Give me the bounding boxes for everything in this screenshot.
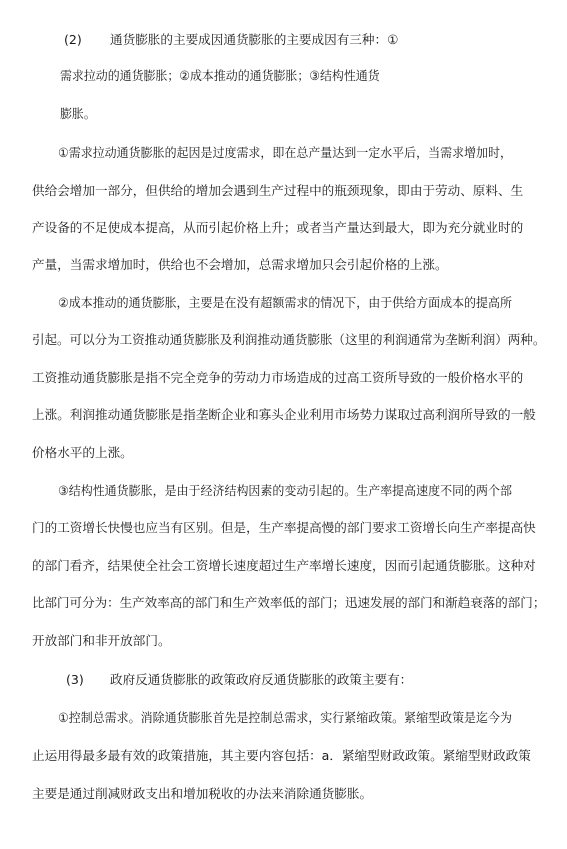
section-heading-2: 通货膨胀的主要成因通货膨胀的主要成因有三种：① [110,32,399,47]
paragraph-1-line-2: 供给会增加一部分，但供给的增加会遇到生产过程中的瓶颈现象，即由于劳动、原料、生 [32,183,524,198]
paragraph-3-line-5: 开放部门和非开放部门。 [32,633,171,648]
paragraph-2-line-2: 引起。可以分为工资推动通货膨胀及利润推动通货膨胀（这里的利润通常为垄断利润）两种。 [32,332,546,347]
paragraph-3-line-1: ③结构性通货膨胀，是由于经济结构因素的变动引起的。生产率提高速度不同的两个部 [58,483,512,498]
paragraph-1-line-3: 产设备的不足使成本提高，从而引起价格上升；或者当产量达到最大，即为充分就业时的 [32,220,524,235]
paragraph-1-line-4: 产量，当需求增加时，供给也不会增加，总需求增加只会引起价格的上涨。 [32,257,448,272]
paragraph-4-line-3: 主要是通过削减财政支出和增加税收的办法来消除通货膨胀。 [32,786,373,801]
paragraph-2-line-3: 工资推动通货膨胀是指不完全竞争的劳动力市场造成的过高工资所导致的一般价格水平的 [32,370,524,385]
section-number-2: (2) [64,32,82,47]
paragraph-4-line-1: ①控制总需求。消除通货膨胀首先是控制总需求，实行紧缩政策。紧缩型政策是迄今为 [58,710,512,725]
paragraph-3-line-3: 的部门看齐，结果使全社会工资增长速度超过生产率增长速度，因而引起通货膨胀。这种对 [32,558,536,573]
paragraph-2-line-4: 上涨。利润推动通货膨胀是指垄断企业和寡头企业利用市场势力谋取过高利润所导致的一般 [32,407,536,422]
paragraph-2-line-5: 价格水平的上涨。 [32,445,133,460]
paragraph-3-line-2: 门的工资增长快慢也应当有区别。但是，生产率提高慢的部门要求工资增长向生产率提高快 [32,520,536,535]
section-heading-3: 政府反通货膨胀的政策政府反通货膨胀的政策主要有： [110,672,413,687]
section-2-line-3: 膨胀。 [60,106,96,121]
paragraph-2-line-1: ②成本推动的通货膨胀，主要是在没有超额需求的情况下，由于供给方面成本的提高所 [58,295,512,310]
section-2-line-2: 需求拉动的通货膨胀；②成本推动的通货膨胀；③结构性通货 [60,68,380,83]
paragraph-3-line-4: 比部门可分为：生产效率高的部门和生产效率低的部门；迅速发展的部门和渐趋衰落的部门； [32,595,546,610]
paragraph-4-line-2: 止运用得最多最有效的政策措施，其主要内容包括：a．紧缩型财政政策。紧缩型财政政策 [32,748,531,763]
paragraph-1-line-1: ①需求拉动通货膨胀的起因是过度需求，即在总产量达到一定水平后，当需求增加时， [58,145,512,160]
section-number-3: (3) [66,672,84,687]
